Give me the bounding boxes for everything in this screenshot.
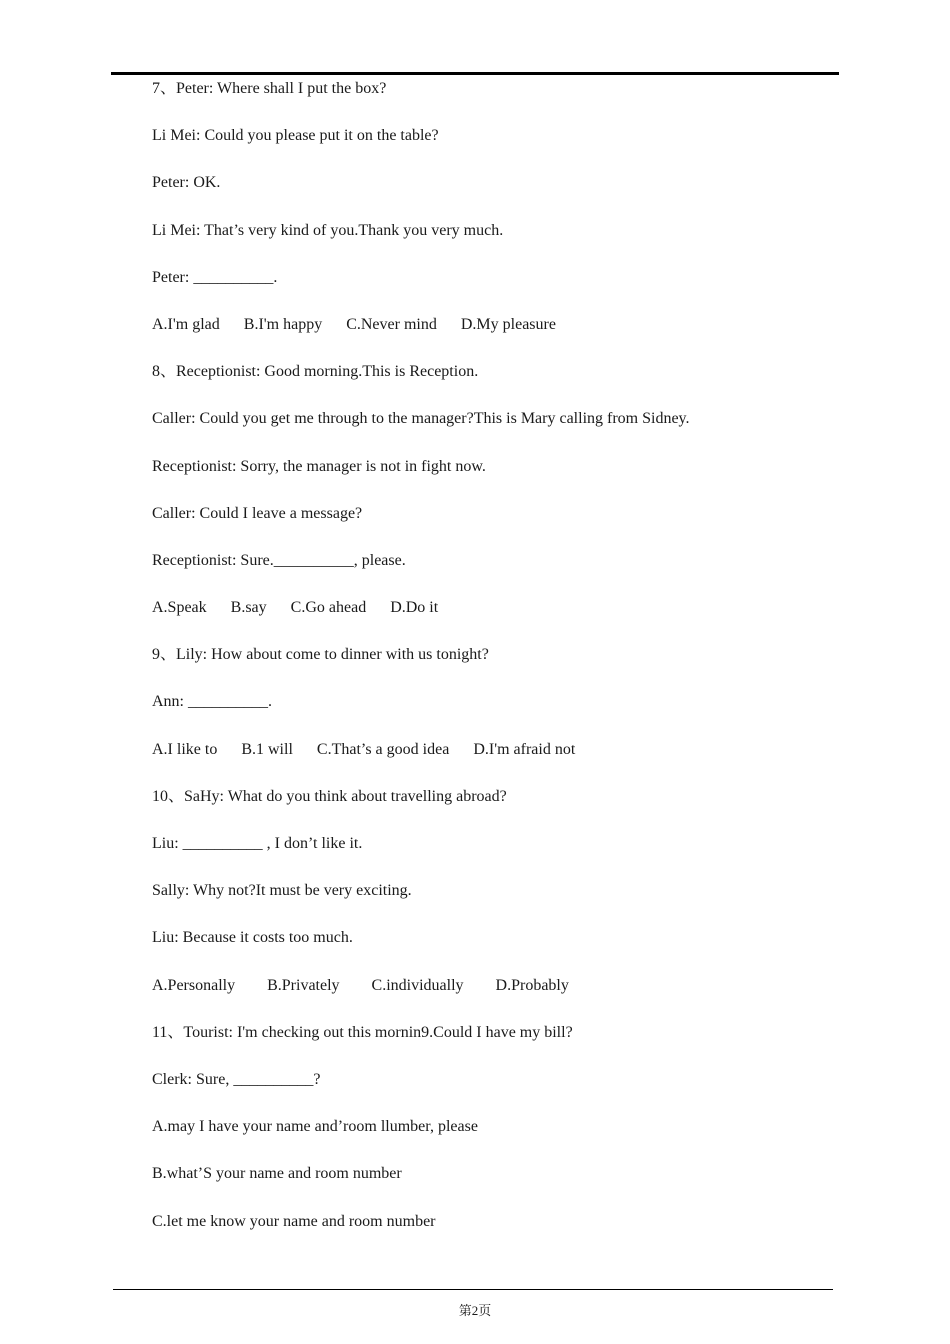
answer-option: B.Privately — [267, 976, 340, 994]
text-line: Li Mei: Could you please put it on the table? — [152, 127, 439, 145]
answer-option: D.I'm afraid not — [473, 740, 576, 758]
answer-option: C.individually — [371, 976, 464, 994]
document-body — [152, 78, 852, 1258]
answer-option: D.My pleasure — [460, 315, 556, 333]
answer-option: C.Go ahead — [290, 599, 367, 617]
answer-option: B.I'm happy — [243, 315, 323, 333]
answer-options — [152, 975, 852, 1022]
text-line: 7、Peter: Where shall I put the box? — [152, 80, 387, 97]
text-line: 11、Tourist: I'm checking out this mornin9.Could I have my bill? — [152, 1023, 573, 1041]
text-line: C.let me know your name and room number — [152, 1212, 436, 1230]
text-line: Clerk: Sure, __________? — [152, 1070, 321, 1088]
text-line: B.what’S your name and room number — [152, 1165, 402, 1183]
answer-option: C.That’s a good idea — [316, 740, 450, 758]
text-line: Liu: __________ , I don’t like it. — [152, 835, 363, 852]
answer-option: C.Never mind — [346, 315, 437, 333]
answer-option: A.Personally — [152, 976, 236, 994]
text-line: A.may I have your name and’room llumber, please — [152, 1118, 478, 1136]
text-line: Sally: Why not?It must be very exciting. — [152, 882, 412, 900]
answer-option: A.Speak — [152, 599, 207, 617]
answer-option: D.Do it — [390, 599, 439, 617]
text-line: Receptionist: Sure.__________, please. — [152, 551, 406, 569]
text-line: 9、Lily: How about come to dinner with us tonight? — [152, 646, 489, 664]
answer-option: A.I'm glad — [152, 315, 220, 333]
text-line: Peter: OK. — [152, 174, 221, 192]
text-line: Ann: __________. — [152, 693, 272, 711]
answer-options — [152, 597, 852, 644]
answer-options — [152, 314, 852, 361]
answer-option: A.I like to — [152, 740, 218, 758]
answer-option: B.1 will — [241, 740, 293, 758]
page-number: 第2页 — [458, 1303, 492, 1318]
header-rule — [111, 72, 839, 75]
answer-option: B.say — [230, 599, 267, 617]
text-line: Li Mei: That’s very kind of you.Thank you very much. — [152, 221, 504, 239]
text-line: 10、SaHy: What do you think about travelling abroad? — [152, 787, 507, 805]
answer-options — [152, 739, 852, 786]
text-line: 8、Receptionist: Good morning.This is Reception. — [152, 363, 479, 381]
text-line: Receptionist: Sorry, the manager is not in fight now. — [152, 457, 486, 475]
text-line: Caller: Could I leave a message? — [152, 504, 363, 522]
footer-rule — [113, 1289, 833, 1290]
text-line: Liu: Because it costs too much. — [152, 929, 353, 947]
text-line: Peter: __________. — [152, 268, 278, 286]
text-line: Caller: Could you get me through to the manager?This is Mary calling from Sidney. — [152, 410, 690, 428]
answer-option: D.Probably — [495, 976, 569, 994]
